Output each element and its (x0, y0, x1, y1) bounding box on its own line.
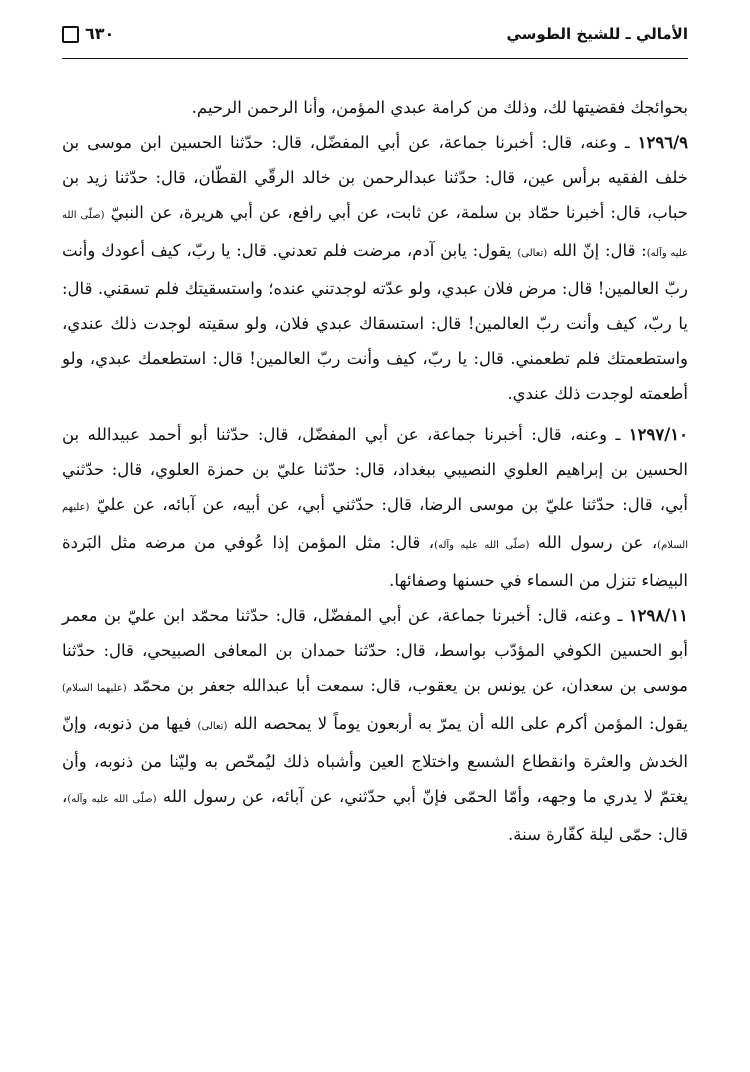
hadith-1297 (62, 417, 688, 598)
hadith-1296 (62, 125, 688, 411)
hadith-number: ١٢٩٨/١١ (628, 606, 689, 625)
paragraph-text: ، عن رسول الله (537, 533, 658, 552)
page-header (62, 22, 688, 62)
honorific: (تعالى) (197, 721, 228, 732)
header-divider (62, 58, 688, 59)
page-number-block (62, 22, 114, 46)
hadith-number: ١٢٩٦/٩ (637, 133, 688, 152)
square-icon (62, 26, 79, 43)
paragraph-text: ـ وعنه، قال: أخبرنا جماعة، عن أبي المفضّل، قال: حدّثنا أبو أحمد عبيدالله بن الحسين بن إبراهيم العلوي النصيبي ببغداد، قال: حدّثنا عليّ بن حمزة العلوي، قال: حدّثني أبي، قال: حدّثنا عليّ بن موسى الرضا، قال: حدّثني أبي، عن أبيه، عن آبائه، عن عليّ (62, 425, 688, 514)
paragraph-text: يقول: يابن آدم، مرضت فلم تعدني. قال: يا ربّ، كيف أعودك وأنت ربّ العالمين! قال: مرض فلان عبدي، ولو عدّته لوجدتني عنده؛ واستسقيتك فلم تسقني. قال: يا ربّ، كيف وأنت ربّ العالمين! قال: استسقاك عبدي فلان، ولو سقيته لوجدت ذلك عندي، واستطعمتك فلم تطعمني. قال: يا ربّ، كيف وأنت ربّ العالمين! قال: استطعمك عبدي، ولو أطعمته لوجدت ذلك عندي. (62, 241, 688, 403)
book-title: الأمالي ـ للشيخ الطوسي (506, 25, 688, 43)
hadith-number: ١٢٩٧/١٠ (628, 425, 688, 444)
hadith-1298 (62, 598, 688, 852)
paragraph-text: فيها من ذنوبه، وإنّ الخدش والعثرة وانقطاع الشسع واختلاج العين وأشباه ذلك ليُمحّص به وليّنا من ذنوبه، وأن يغتمّ لا يدري ما وجهه، وأمّا الحمّى فإنّ أبي حدّثني، عن آبائه، عن رسول الله (62, 714, 688, 806)
honorific: (عليهما السلام) (62, 683, 127, 694)
paragraph-text: ـ وعنه، قال: أخبرنا جماعة، عن أبي المفضّل، قال: حدّثنا محمّد ابن عليّ بن معمر أبو الحسين الكوفي المؤدّب بواسط، قال: حدّثنا حمدان بن المعافى الصبيحي، قال: حدّثنا موسى بن سعدان، عن يونس بن يعقوب، قال: سمعت أبا عبدالله جعفر بن محمّد (62, 606, 688, 695)
honorific: (صلّى الله عليه وآله) (434, 540, 530, 551)
paragraph-text: يقول: المؤمن أكرم على الله أن يمرّ به أربعون يوماً لا يمحصه الله (233, 714, 688, 733)
honorific: (صلّى الله عليه وآله) (67, 794, 157, 805)
paragraph-continuation (62, 90, 688, 125)
honorific: (تعالى) (517, 248, 548, 259)
honorific: (عليهم السلام) (62, 502, 688, 551)
paragraph-text: بحوائجك فقضيتها لك، وذلك من كرامة عبدي المؤمن، وأنا الرحمن الرحيم. (191, 98, 688, 117)
paragraph-text: ـ وعنه، قال: أخبرنا جماعة، عن أبي المفضّل، قال: حدّثنا الحسين ابن موسى بن خلف الفقيه برأس عين، قال: حدّثنا عبدالرحمن بن خالد الرقّي القطّان، قال: حدّثنا زيد بن حباب، قال: أخبرنا حمّاد بن سلمة، عن ثابت، عن أبي رافع، عن أبي هريرة، عن النبيّ (62, 133, 688, 222)
paragraph-text: ، قال: حمّى ليلة كفّارة سنة. (62, 787, 688, 844)
text-body (62, 90, 688, 852)
honorific: (صلّى الله عليه وآله) (62, 210, 688, 259)
paragraph-text: : قال: إنّ الله (552, 241, 647, 260)
paragraph-text: ، قال: مثل المؤمن إذا عُوفي من مرضه مثل البَردة البيضاء تنزل من السماء في حسنها وصفائها. (62, 533, 688, 590)
page-number: ٦٣٠ (85, 24, 115, 43)
